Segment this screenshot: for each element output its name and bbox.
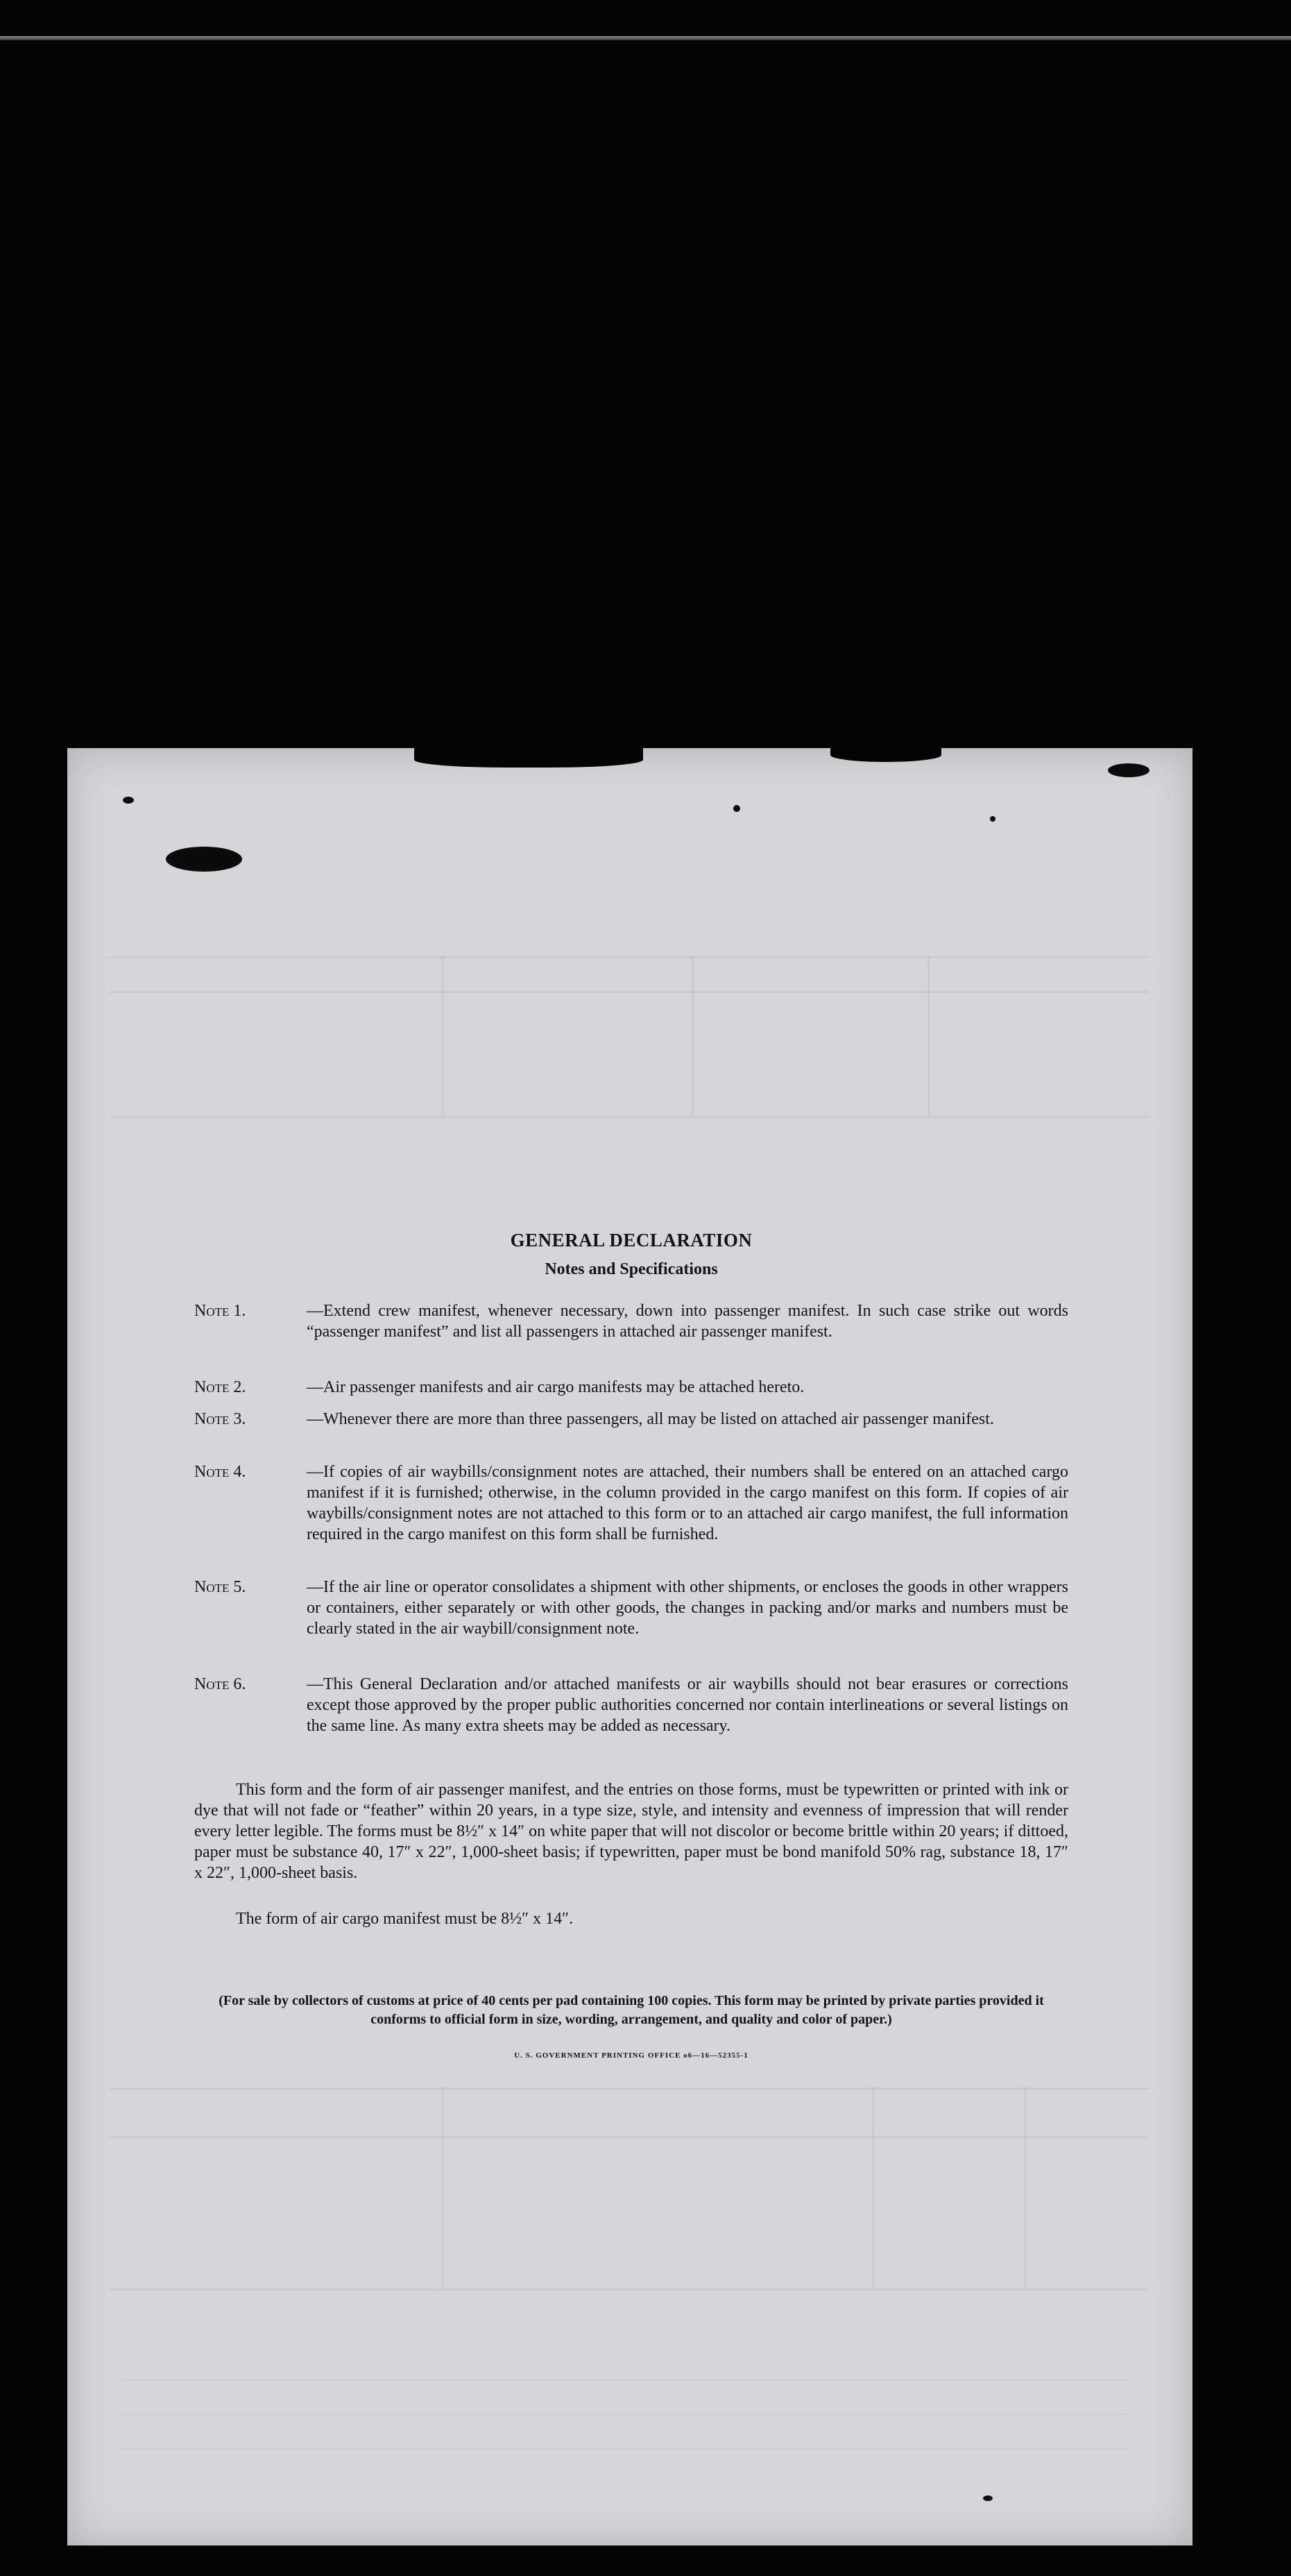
ink-spot — [1108, 763, 1149, 777]
note-text: —If copies of air waybills/consignment notes are attached, their numbers shall be entered on an attached cargo manifest if it is furnished; otherwise, in the column provided in the cargo manifest on this form. If copies of air waybills/consignment notes are not attached to this form or to an attached air cargo manifest, the full information required in the cargo manifest on this form shall be furnished. — [307, 1463, 1068, 1543]
form-specification-paragraph: This form and the form of air passenger manifest, and the entries on those forms, must be typewritten or printed with ink or dye that will not fade or “feather” within 20 years, in a type size, style, and intensity and evenness of impression that will render every letter legible. The forms must be 8½″ x 14″ on white paper that will not discolor or become brittle within 20 years; if dittoed, paper must be substance 40, 17″ x 22″, 1,000-sheet basis; if typewritten, paper must be bond manifold 50% rag, substance 18, 17″ x 22″, 1,000-sheet basis. — [194, 1781, 1068, 1882]
note-3 — [194, 1409, 1068, 1430]
cargo-manifest-size-note: The form of air cargo manifest must be 8½″ x 14″. — [236, 1910, 574, 1928]
ghost-column — [692, 956, 694, 1116]
ghost-table-row — [109, 2289, 1149, 2291]
note-label: Note 4. — [194, 1463, 246, 1481]
ghost-line — [123, 2414, 1129, 2415]
note-label: Note 5. — [194, 1578, 246, 1596]
ink-spot — [990, 816, 995, 822]
note-text: —Air passenger manifests and air cargo manifests may be attached hereto. — [307, 1378, 805, 1396]
note-text: —This General Declaration and/or attached manifests or air waybills should not bear erasures or corrections except those approved by the proper public authorities concerned nor contain interlineations or several listings on the same line. As many extra sheets may be added as necessary. — [307, 1675, 1068, 1735]
paper-tear — [830, 748, 941, 762]
note-text: —Whenever there are more than three passengers, all may be listed on attached air passenger manifest. — [307, 1410, 994, 1428]
page-subtitle: Notes and Specifications — [545, 1260, 718, 1278]
note-label: Note 3. — [194, 1410, 246, 1428]
note-label: Note 1. — [194, 1302, 246, 1320]
ink-blot — [166, 847, 242, 872]
ghost-column — [442, 956, 444, 1116]
ghost-table-top — [109, 956, 1149, 958]
document-sheet — [67, 748, 1192, 2545]
ghost-column — [442, 2087, 444, 2289]
scan-top-edge — [0, 36, 1291, 40]
page-title: GENERAL DECLARATION — [510, 1230, 753, 1251]
ink-spot — [123, 797, 134, 804]
ghost-table-row — [109, 991, 1149, 993]
printing-office-imprint: U. S. GOVERNMENT PRINTING OFFICE o6—16—52355-1 — [514, 2051, 749, 2060]
ghost-column — [927, 956, 930, 1116]
ghost-column — [872, 2087, 874, 2289]
note-4 — [194, 1461, 1068, 1545]
note-label: Note 6. — [194, 1675, 246, 1693]
ghost-line — [123, 2379, 1129, 2380]
note-5 — [194, 1577, 1068, 1639]
note-2 — [194, 1377, 1068, 1398]
ink-spot — [983, 2496, 993, 2501]
ghost-table-row — [109, 2136, 1149, 2138]
ghost-table-row — [109, 2087, 1149, 2090]
ghost-line — [123, 2448, 1129, 2450]
sale-notice: (For sale by collectors of customs at price of 40 cents per pad containing 100 copies. This form may be printed by private parties provided it conforms to official form in size, wording, arrangement, and quality and color of paper.) — [219, 1993, 1044, 2027]
note-text: —If the air line or operator consolidates a shipment with other shipments, or encloses the goods in other wrappers or containers, either separately or with other goods, the changes in packing and/or marks and numbers must be clearly stated in the air waybill/consignment note. — [307, 1578, 1068, 1638]
note-label: Note 2. — [194, 1378, 246, 1396]
ghost-column — [1025, 2087, 1027, 2289]
ghost-table-row — [109, 1116, 1149, 1118]
note-1 — [194, 1300, 1068, 1342]
note-6 — [194, 1674, 1068, 1736]
paper-tear — [414, 748, 643, 768]
ink-spot — [733, 805, 740, 812]
note-text: —Extend crew manifest, whenever necessary, down into passenger manifest. In such case strike out words “passenger manifest” and list all passengers in attached air passenger manifest. — [307, 1302, 1068, 1341]
